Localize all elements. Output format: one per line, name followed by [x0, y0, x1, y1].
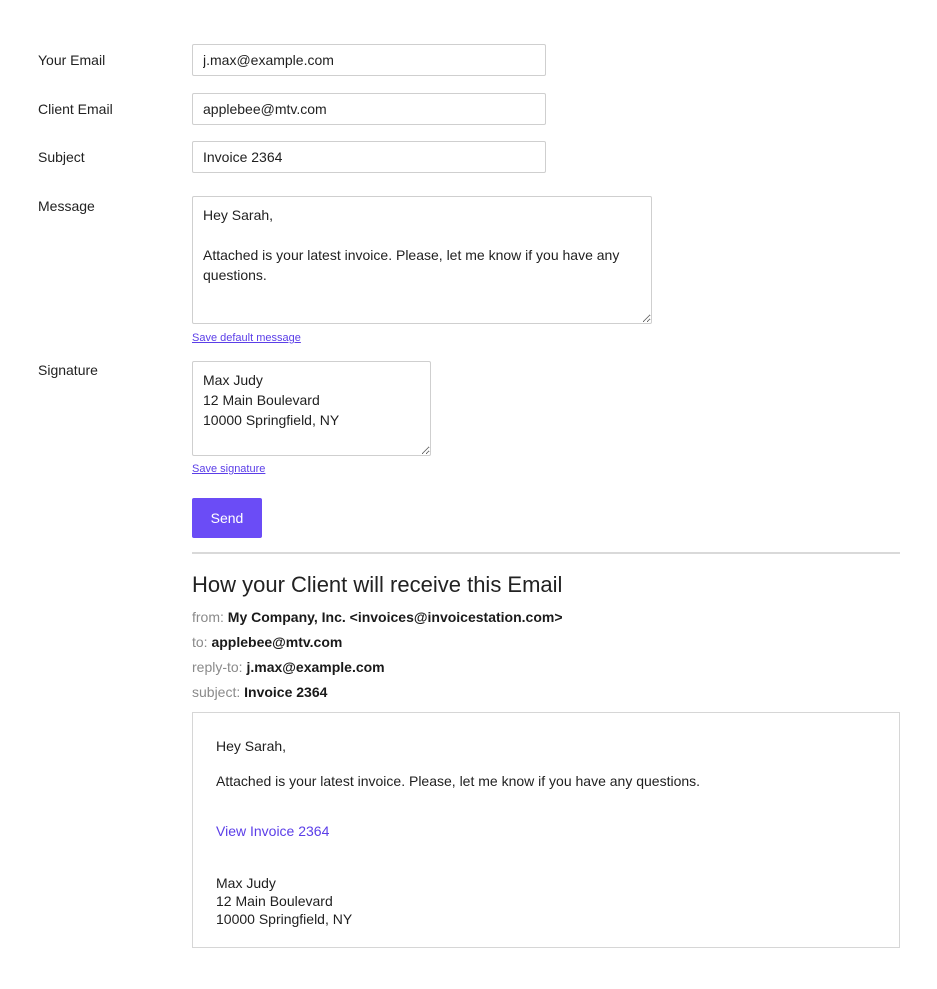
- email-signature-name: Max Judy: [216, 875, 276, 891]
- client-email-input[interactable]: [192, 93, 546, 125]
- send-button[interactable]: Send: [192, 498, 262, 538]
- subject-input[interactable]: [192, 141, 546, 173]
- message-label: Message: [38, 198, 95, 214]
- client-email-label: Client Email: [38, 101, 113, 117]
- email-greeting: Hey Sarah,: [216, 738, 287, 754]
- subject-label: Subject: [38, 149, 85, 165]
- reply-to-key: reply-to:: [192, 659, 243, 675]
- to-value: applebee@mtv.com: [211, 634, 343, 650]
- from-value: My Company, Inc. <invoices@invoicestation.com>: [227, 609, 563, 625]
- view-invoice-link[interactable]: View Invoice 2364: [216, 823, 330, 839]
- signature-textarea[interactable]: [192, 361, 431, 456]
- message-textarea[interactable]: [192, 196, 652, 324]
- subject-key: subject:: [192, 684, 241, 700]
- save-default-message-link[interactable]: Save default message: [192, 332, 301, 344]
- to-key: to:: [192, 634, 208, 650]
- email-preview-box: [192, 712, 900, 948]
- preview-title: How your Client will receive this Email: [192, 572, 563, 597]
- divider: [192, 552, 900, 554]
- reply-to-value: j.max@example.com: [246, 659, 385, 675]
- preview-reply-to: [192, 659, 385, 675]
- email-signature-address: 12 Main Boulevard: [216, 893, 333, 909]
- your-email-label: Your Email: [38, 52, 106, 68]
- preview-subject: [192, 684, 327, 700]
- email-text: Attached is your latest invoice. Please, let me know if you have any questions.: [216, 773, 701, 789]
- preview-to: [192, 634, 342, 650]
- save-signature-link[interactable]: Save signature: [192, 463, 266, 475]
- email-signature-city: 10000 Springfield, NY: [216, 911, 353, 927]
- signature-label: Signature: [38, 362, 98, 378]
- from-key: from:: [192, 609, 224, 625]
- subject-value: Invoice 2364: [244, 684, 328, 700]
- your-email-input[interactable]: [192, 44, 546, 76]
- preview-from: [192, 609, 563, 625]
